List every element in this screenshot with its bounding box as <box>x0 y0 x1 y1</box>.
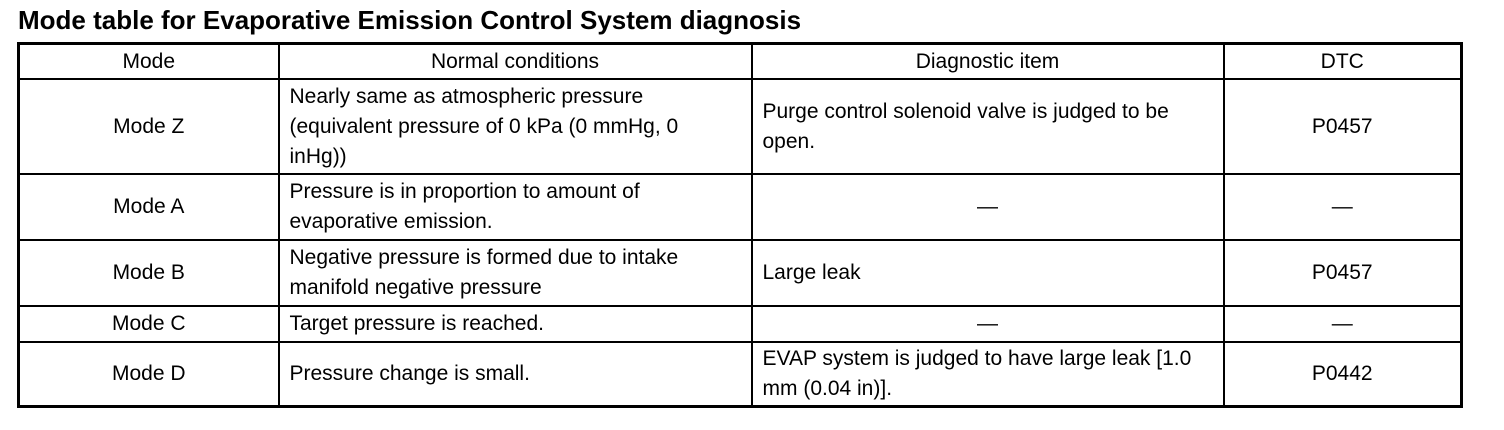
table-row <box>19 174 1462 240</box>
cell-mode: Mode C <box>19 306 279 342</box>
cell-diagnostic-item: — <box>752 306 1224 342</box>
cell-mode: Mode Z <box>19 79 279 174</box>
cell-normal-conditions: Nearly same as atmospheric pressure (equivalent pressure of 0 kPa (0 mmHg, 0 inHg)) <box>279 79 752 174</box>
cell-diagnostic-item: Purge control solenoid valve is judged to be open. <box>752 79 1224 174</box>
header-dtc: DTC <box>1224 44 1462 80</box>
table-header-row <box>19 44 1462 80</box>
cell-normal-conditions: Target pressure is reached. <box>279 306 752 342</box>
cell-diagnostic-item: — <box>752 174 1224 240</box>
cell-dtc: — <box>1224 306 1462 342</box>
table-row <box>19 240 1462 306</box>
mode-table <box>17 42 1463 408</box>
cell-dtc: — <box>1224 174 1462 240</box>
page-title: Mode table for Evaporative Emission Control System diagnosis <box>18 5 802 35</box>
table-row <box>19 79 1462 174</box>
header-mode: Mode <box>19 44 279 80</box>
table-row <box>19 306 1462 342</box>
header-normal-conditions: Normal conditions <box>279 44 752 80</box>
cell-diagnostic-item: EVAP system is judged to have large leak [1.0 mm (0.04 in)]. <box>752 342 1224 407</box>
cell-normal-conditions: Pressure change is small. <box>279 342 752 407</box>
cell-diagnostic-item: Large leak <box>752 240 1224 306</box>
cell-dtc: P0442 <box>1224 342 1462 407</box>
cell-dtc: P0457 <box>1224 240 1462 306</box>
cell-mode: Mode B <box>19 240 279 306</box>
cell-mode: Mode A <box>19 174 279 240</box>
cell-normal-conditions: Negative pressure is formed due to intake manifold negative pressure <box>279 240 752 306</box>
table-row <box>19 342 1462 407</box>
cell-mode: Mode D <box>19 342 279 407</box>
header-diagnostic-item: Diagnostic item <box>752 44 1224 80</box>
cell-normal-conditions: Pressure is in proportion to amount of evaporative emission. <box>279 174 752 240</box>
cell-dtc: P0457 <box>1224 79 1462 174</box>
